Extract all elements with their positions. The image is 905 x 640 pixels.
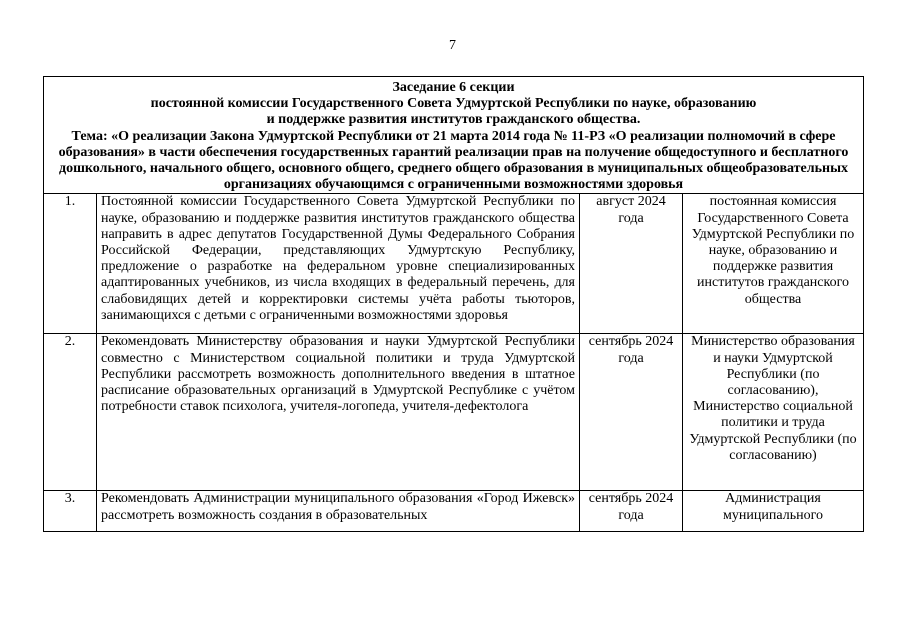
section-header-row (44, 77, 864, 194)
row-text: Постоянной комиссии Государственного Совета Удмуртской Республики по науке, образованию и поддержке развития институтов гражданского общества направить в адрес депутатов Государственной Думы Федерального Собрания Российской Федерации, представляющих Удмуртскую Республику, предложение о разработке на федеральном уровне специализированных адаптированных учебников, из числа входящих в федеральный перечень, для слабовидящих детей и корректировки системы учёта работы тьюторов, занимающихся с детьми с ограниченными возможностями здоровья (97, 194, 580, 334)
header-topic: Тема: «О реализации Закона Удмуртской Республики от 21 марта 2014 года № 11-РЗ «О реализации полномочий в сфере образования» в части обеспечения государственных гарантий реализации прав на получение общедоступного и бесплатного дошкольного, начального общего, основного общего, среднего общего образования в муниципальных общеобразовательных организациях обучающимся с ограниченными возможностями здоровья (58, 128, 849, 193)
row-responsible: постоянная комиссия Государственного Совета Удмуртской Республики по науке, образованию и поддержке развития институтов гражданского общества (683, 194, 864, 334)
row-number: 3. (44, 491, 97, 532)
row-text: Рекомендовать Администрации муниципального образования «Город Ижевск» рассмотреть возможность создания в образовательных (97, 491, 580, 532)
table-row (44, 194, 864, 334)
table-row (44, 334, 864, 491)
header-commission-cont: и поддержке развития институтов гражданского общества. (266, 112, 641, 128)
row-responsible: Администрация муниципального (683, 491, 864, 532)
header-commission: постоянной комиссии Государственного Совета Удмуртской Республики по науке, образованию (150, 96, 757, 112)
table-row (44, 491, 864, 532)
header-title: Заседание 6 секции (392, 80, 515, 95)
page-number: 7 (449, 38, 456, 53)
section-header (44, 77, 864, 194)
row-number: 1. (44, 194, 97, 334)
document-table (43, 76, 864, 532)
row-term: сентябрь 2024 года (580, 491, 683, 532)
row-term: сентябрь 2024 года (580, 334, 683, 491)
row-number: 2. (44, 334, 97, 491)
row-responsible: Министерство образования и науки Удмуртской Республики (по согласованию), Министерство социальной политики и труда Удмуртской Республики (по согласованию) (683, 334, 864, 491)
row-text: Рекомендовать Министерству образования и науки Удмуртской Республики совместно с Министерством социальной политики и труда Удмуртской Республики рассмотреть возможность дополнительного введения в штатное расписание образовательных организаций в Удмуртской Республике с учётом потребности ставок психолога, учителя-логопеда, учителя-дефектолога (97, 334, 580, 491)
row-term: август 2024 года (580, 194, 683, 334)
